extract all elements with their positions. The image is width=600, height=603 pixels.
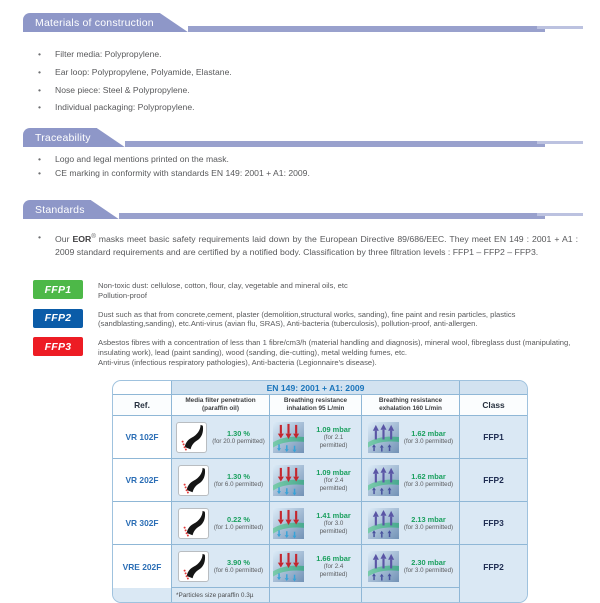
penetration-value: 3.90 % — [226, 557, 250, 567]
exhalation-cell — [362, 502, 460, 545]
inhalation-icon — [273, 508, 304, 539]
inhalation-cell — [270, 416, 362, 459]
section-bar-ribbon — [119, 213, 545, 219]
section-bar-ribbon — [125, 141, 545, 147]
inhalation-limit: (for 2.4 permitted) — [319, 476, 348, 492]
ffp3-description-2: Anti-virus (infectious respiratory pathologies), Anti-bacteria (Legionnaire's disease). — [98, 357, 377, 367]
standards-paragraph — [36, 231, 578, 260]
class-badge: FFP2 — [460, 545, 527, 588]
table-row-ref: VR 102F — [113, 416, 172, 459]
section-bar-traceability — [23, 128, 585, 147]
media-penetration-cell — [172, 416, 270, 459]
section-title-materials: Materials of construction — [23, 13, 160, 32]
ffp1-description-2: Pollution-proof — [98, 290, 147, 300]
section-bar-materials — [23, 13, 585, 32]
table-row-ref: VR 202F — [113, 459, 172, 502]
list-item: • Logo and legal mentions printed on the mask. — [36, 152, 580, 166]
exhalation-value: 1.62 mbar — [411, 471, 446, 481]
inhalation-value: 1.09 mbar — [316, 467, 351, 477]
section-bar-slant — [160, 13, 188, 32]
exhalation-icon — [368, 465, 399, 496]
exhalation-value: 1.62 mbar — [411, 428, 446, 438]
ffp3-badge: FFP3 — [33, 337, 83, 356]
inhalation-cell — [270, 459, 362, 502]
exhalation-limit: (for 3.0 permitted) — [403, 566, 454, 574]
media-penetration-cell — [172, 459, 270, 502]
penetration-limit: (for 1.0 permitted) — [213, 523, 264, 531]
section-bar-standards — [23, 200, 585, 219]
inhalation-value: 1.09 mbar — [316, 424, 351, 434]
media-penetration-cell — [172, 502, 270, 545]
filter-penetration-icon — [178, 465, 209, 496]
section-bar-slant — [97, 128, 125, 147]
exhalation-cell — [362, 545, 460, 588]
paragraph-text: masks meet basic safety requirements laid down by the European Directive 89/686/EEC. They meet EN 149 : 2001 + A1 : 2009 standard requirements and are certified by a notified body. Classification by three filtration levels : FFP1 – FFP2 – FFP3. — [55, 233, 578, 258]
list-item: • Individual packaging: Polypropylene. — [36, 99, 580, 117]
filter-penetration-icon — [178, 508, 209, 539]
col-header-media-filter: Media filter penetration (paraffin oil) — [172, 395, 270, 416]
paragraph-text: Our — [55, 233, 73, 244]
exhalation-value: 2.30 mbar — [411, 557, 446, 567]
class-badge: FFP1 — [460, 416, 527, 459]
exhalation-icon — [368, 551, 399, 582]
section-bar-ribbon-end — [537, 26, 583, 29]
inhalation-icon — [273, 465, 304, 496]
ffp2-badge: FFP2 — [33, 309, 83, 328]
exhalation-value: 2.13 mbar — [411, 514, 446, 524]
exhalation-icon — [368, 422, 399, 453]
registered-mark: ® — [91, 234, 96, 240]
section-bar-slant — [91, 200, 119, 219]
ffp1-badge: FFP1 — [33, 280, 83, 299]
inhalation-limit: (for 2.1 permitted) — [319, 433, 348, 449]
inhalation-value: 1.66 mbar — [316, 553, 351, 563]
col-header-inhalation: Breathing resistance inhalation 95 L/min — [270, 395, 362, 416]
ffp3-description: Asbestos fibres with a concentration of less than 1 fibre/cm3/h (material handling and diagnosis), mineral wool, fibreglass dust (manipulating, insulating work), lead (paint sanding), wood (sanding, die-cutting), metal welding fumes, etc. — [98, 338, 571, 357]
inhalation-icon — [273, 551, 304, 582]
class-badge: FFP2 — [460, 459, 527, 502]
media-penetration-cell — [172, 545, 270, 588]
section-bar-ribbon-end — [537, 213, 583, 216]
materials-bullet-list — [36, 46, 580, 117]
filter-penetration-icon — [176, 422, 207, 453]
section-bar-ribbon — [188, 26, 545, 32]
inhalation-cell — [270, 502, 362, 545]
exhalation-cell — [362, 459, 460, 502]
penetration-limit: (for 6.0 permitted) — [213, 566, 264, 574]
section-title-standards: Standards — [23, 200, 91, 219]
penetration-value: 1.30 % — [226, 428, 250, 438]
col-header-ref: Ref. — [113, 395, 172, 416]
class-badge: FFP3 — [460, 502, 527, 545]
ffp-levels — [33, 280, 582, 376]
list-item: • Filter media: Polypropylene. — [36, 46, 580, 64]
brand-name: EOR — [72, 233, 92, 244]
exhalation-icon — [368, 508, 399, 539]
class-top-cell — [460, 381, 527, 395]
penetration-value: 0.22 % — [226, 514, 250, 524]
exhalation-cell — [362, 416, 460, 459]
section-bar-ribbon-end — [537, 141, 583, 144]
list-item: • CE marking in conformity with standards EN 149: 2001 + A1: 2009. — [36, 166, 580, 180]
exhalation-limit: (for 3.0 permitted) — [403, 523, 454, 531]
inhalation-value: 1.41 mbar — [316, 510, 351, 520]
ffp2-row — [33, 309, 582, 330]
list-item: • Ear loop: Polypropylene, Polyamide, Elastane. — [36, 64, 580, 82]
col-header-class: Class — [460, 395, 527, 416]
ffp1-description: Non-toxic dust: cellulose, cotton, flour, clay, vegetable and mineral oils, etc — [98, 281, 348, 290]
penetration-limit: (for 20.0 permitted) — [212, 437, 265, 445]
exhalation-limit: (for 3.0 permitted) — [403, 437, 454, 445]
inhalation-limit: (for 2.4 permitted) — [319, 562, 348, 578]
penetration-limit: (for 6.0 permitted) — [213, 480, 264, 488]
bullet-dot: • — [38, 232, 42, 242]
filter-penetration-icon — [178, 551, 209, 582]
inhalation-limit: (for 3.0 permitted) — [319, 519, 348, 535]
inhalation-cell — [270, 545, 362, 588]
inhalation-icon — [273, 422, 304, 453]
table-footnote: *Particles size paraffin 0.3µ — [172, 588, 270, 602]
table-corner-cell — [113, 381, 172, 395]
en-standard-header: EN 149: 2001 + A1: 2009 — [172, 381, 460, 395]
traceability-bullet-list — [36, 152, 580, 180]
exhalation-limit: (for 3.0 permitted) — [403, 480, 454, 488]
ffp1-row — [33, 280, 582, 301]
penetration-value: 1.30 % — [226, 471, 250, 481]
list-item: • Nose piece: Steel & Polypropylene. — [36, 82, 580, 100]
ffp2-description: Dust such as that from concrete,cement, plaster (demolition,structural works, sanding), fine paint and resin particles, plastics (sandblasting,sanding), etc.Anti-virus (avian flu, SRAS), Anti-bacteria (tuberculosis), pollution-proof, anti-allergen. — [98, 309, 516, 329]
section-title-traceability: Traceability — [23, 128, 97, 147]
spec-table — [112, 380, 528, 603]
col-header-exhalation: Breathing resistance exhalation 160 L/min — [362, 395, 460, 416]
ffp3-row — [33, 337, 582, 367]
table-row-ref: VR 302F — [113, 502, 172, 545]
table-row-ref: VRE 202F — [113, 545, 172, 588]
